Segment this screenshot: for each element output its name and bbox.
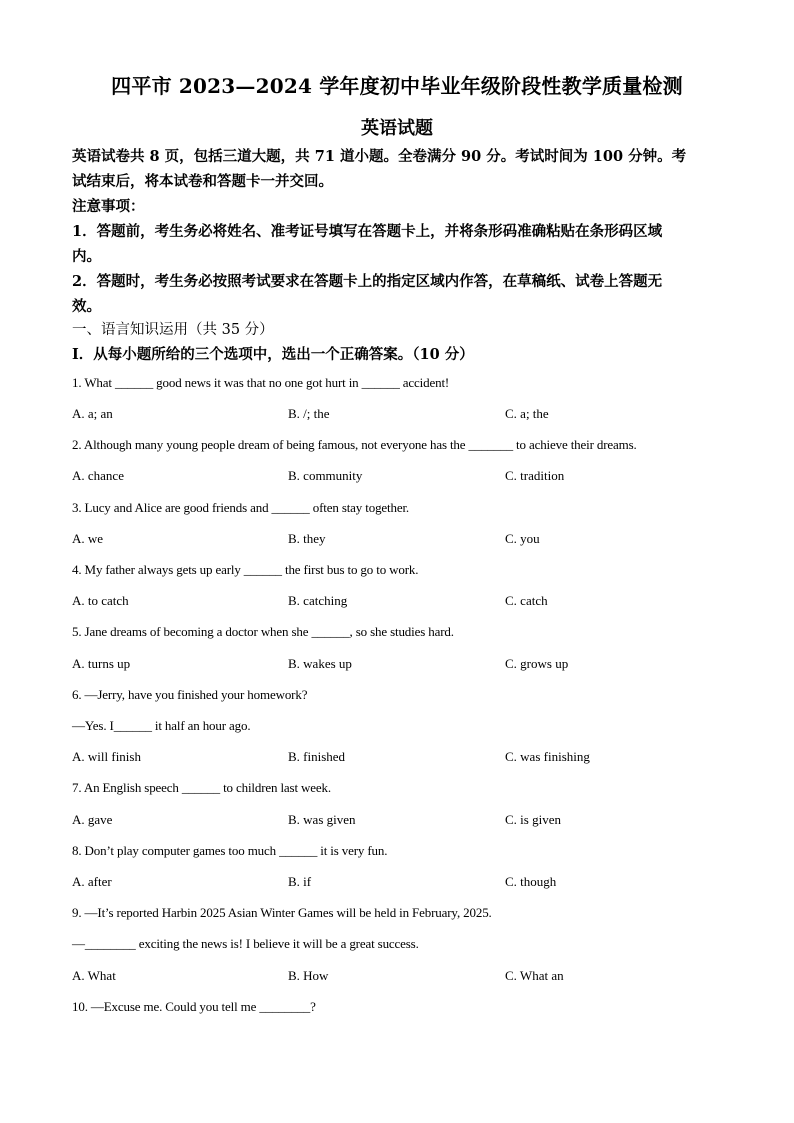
question-stem: 1. What ______ good news it was that no one got hurt in ______ accident! (72, 375, 450, 390)
option-b: B. community (288, 468, 363, 483)
option-c: C. tradition (505, 468, 565, 483)
intro-line-2: 试结束后，将本试卷和答题卡一并交回。 (72, 173, 333, 190)
question-stem: 6. —Jerry, have you finished your homework? (72, 687, 308, 702)
notice-2-line-2: 效。 (72, 298, 101, 315)
option-b: B. catching (288, 593, 348, 608)
question-stem: 3. Lucy and Alice are good friends and ______ often stay together. (72, 500, 410, 515)
section-instruction: Ⅰ．从每小题所给的三个选项中，选出一个正确答案。（10 分） (72, 346, 474, 363)
option-a: A. What (72, 968, 116, 983)
option-b: B. wakes up (288, 656, 352, 671)
question-stem: 10. —Excuse me. Could you tell me ________? (72, 999, 316, 1014)
question-stem: 4. My father always gets up early ______ the first bus to go to work. (72, 562, 419, 577)
option-b: B. was given (288, 812, 356, 827)
option-a: A. turns up (72, 656, 131, 671)
option-c: C. a; the (505, 406, 549, 421)
intro-line-1: 英语试卷共 8 页，包括三道大题，共 71 道小题。全卷满分 90 分。考试时间为 100 分钟。考 (72, 148, 687, 165)
option-c: C. catch (505, 593, 548, 608)
question-stem: 8. Don’t play computer games too much ______ it is very fun. (72, 843, 388, 858)
section-heading: 一、语言知识运用（共 35 分） (72, 322, 274, 338)
option-a: A. chance (72, 468, 124, 483)
exam-title: 四平市 2023—2024 学年度初中毕业年级阶段性教学质量检测 (111, 74, 683, 98)
question-stem-reply: —Yes. I______ it half an hour ago. (72, 718, 251, 733)
option-c: C. though (505, 874, 557, 889)
option-b: B. if (288, 874, 312, 889)
notice-2-line-1: 2．答题时，考生务必按照考试要求在答题卡上的指定区域内作答，在草稿纸、试卷上答题无 (72, 273, 663, 290)
option-c: C. What an (505, 968, 564, 983)
option-b: B. finished (288, 749, 346, 764)
question-stem: 5. Jane dreams of becoming a doctor when she ______, so she studies hard. (72, 624, 454, 639)
option-b: B. /; the (288, 406, 330, 421)
option-a: A. a; an (72, 406, 113, 421)
option-a: A. we (72, 531, 104, 546)
notice-heading: 注意事项： (72, 198, 145, 215)
option-b: B. they (288, 531, 326, 546)
option-c: C. was finishing (505, 749, 590, 764)
notice-1-line-1: 1．答题前，考生务必将姓名、准考证号填写在答题卡上，并将条形码准确粘贴在条形码区域 (72, 223, 663, 240)
exam-subtitle: 英语试题 (361, 118, 433, 139)
option-a: A. to catch (72, 593, 129, 608)
option-a: A. gave (72, 812, 113, 827)
question-stem: 7. An English speech ______ to children last week. (72, 780, 331, 795)
option-b: B. How (288, 968, 329, 983)
option-c: C. is given (505, 812, 561, 827)
option-c: C. grows up (505, 656, 569, 671)
option-a: A. will finish (72, 749, 141, 764)
question-stem: 2. Although many young people dream of being famous, not everyone has the _______ to achieve their dreams. (72, 437, 637, 452)
question-stem: 9. —It’s reported Harbin 2025 Asian Winter Games will be held in February, 2025. (72, 905, 492, 920)
question-stem-reply: —________ exciting the news is! I believe it will be a great success. (72, 936, 419, 951)
option-c: C. you (505, 531, 540, 546)
notice-1-line-2: 内。 (72, 248, 101, 265)
option-a: A. after (72, 874, 112, 889)
